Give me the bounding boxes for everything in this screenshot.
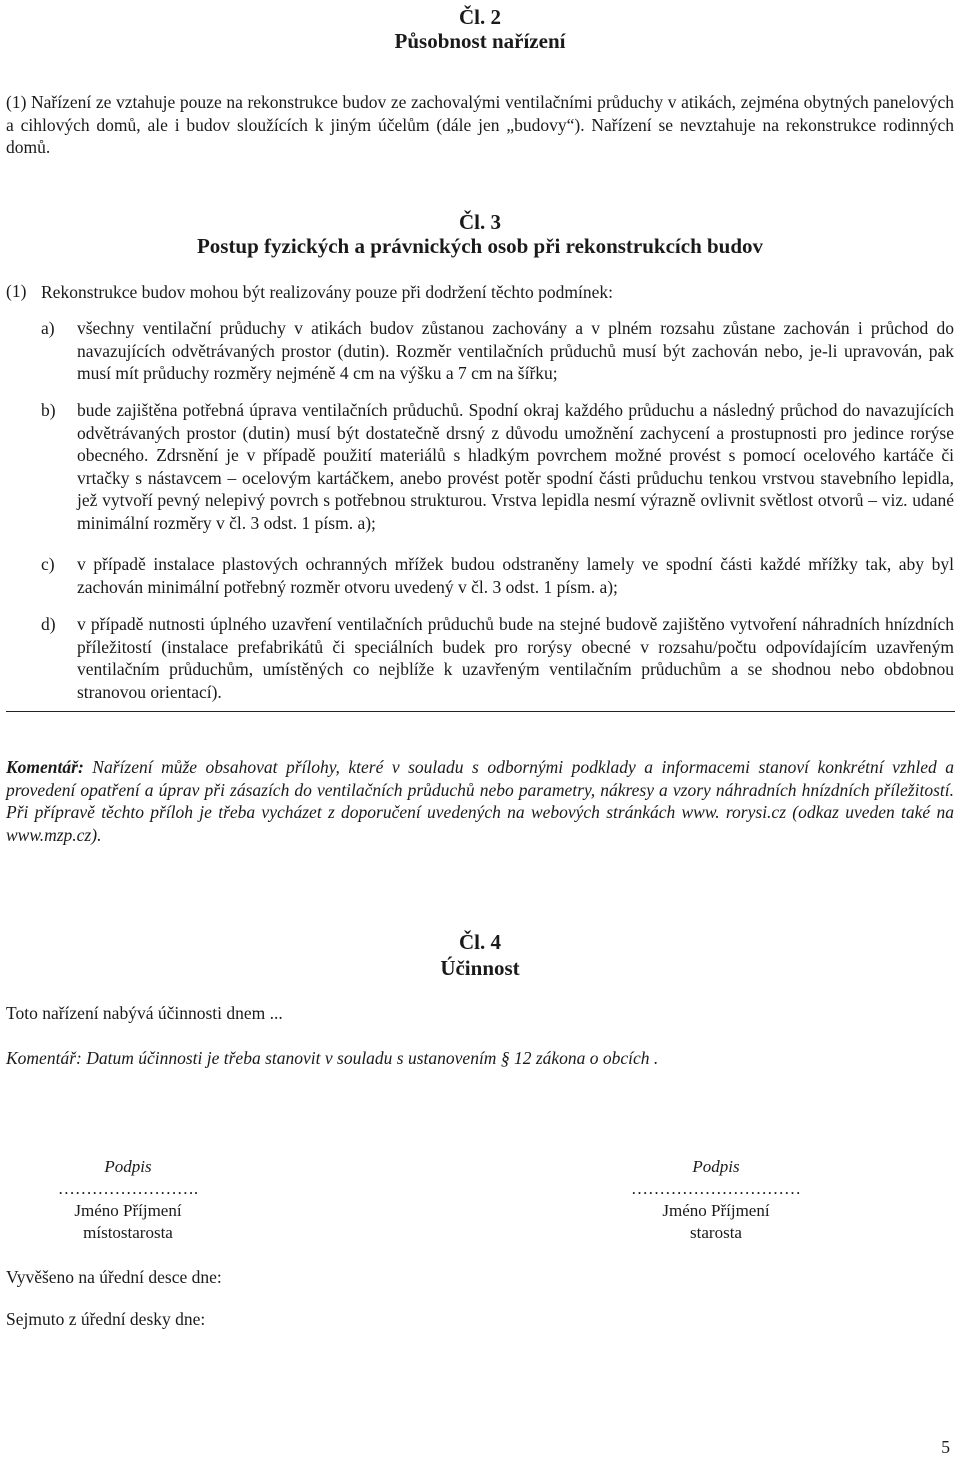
posted-date-label: Vyvěšeno na úřední desce dne:: [6, 1267, 222, 1287]
article-3-number: Čl. 3: [459, 210, 501, 234]
article-3-paragraph-1-label: (1): [6, 281, 27, 301]
list-item-a-text: všechny ventilační průduchy v atikách budov zůstanou zachovány a v plném rozsahu zůstane zachován i průchod do navazujících odvětrávaných prostor (dutin). Rozměr ventilačních průduchů musí být zachován nebo, je-li upravován, pak musí mít průduchy rozměry nejméně 4 cm na výšku a 7 cm na šířku;: [77, 318, 954, 383]
list-item-b-label: b): [41, 400, 56, 420]
signature-dots: …………………….: [57, 1179, 199, 1198]
list-item-a-label: a): [41, 318, 55, 338]
signature-name: Jméno Příjmení: [74, 1201, 182, 1220]
comment-block: [6, 756, 954, 846]
signature-block-deputy-mayor: [28, 1156, 228, 1244]
signature-dots: …………………………: [631, 1179, 801, 1198]
article-3-title: Postup fyzických a právnických osob při rekonstrukcích budov: [196, 234, 764, 258]
list-item-c-text: v případě instalace plastových ochranných mřížek budou odstraněny lamely ve spodní části každé mřížky tak, aby byl zachován minimální potřebný rozměr otvoru uvedený v čl. 3 odst. 1 písm. a);: [77, 554, 954, 597]
signature-role: místostarosta: [83, 1223, 173, 1242]
signature-role: starosta: [690, 1223, 742, 1242]
divider-line: [6, 711, 955, 712]
removed-date-label: Sejmuto z úřední desky dne:: [6, 1309, 206, 1329]
list-item-d-text: v případě nutnosti úplného uzavření ventilačních průduchů bude na stejné budově zajištěno vytvoření náhradních hnízdních příležitostí (instalace prefabrikátů či speciálních budek pro rorýsy obecné v rozsahu/počtu odpovídajícím uzavřeným ventilačním průduchům, umístěných co nejblíže k uzavřeným ventilačním průduchům a se shodnou nebo obdobnou stranovou orientací).: [77, 614, 954, 702]
effectiveness-text: Toto nařízení nabývá účinnosti dnem ...: [6, 1003, 283, 1023]
comment-text: Nařízení může obsahovat přílohy, které v souladu s odbornými podklady a informacemi stanoví konkrétní vzhled a provedení opatření a úprav při zásazích do ventilačních průduchů nebo parametry, nákresy a vzory náhradních hnízdních příležitostí. Při přípravě těchto příloh je třeba vycházet z doporučení uvedených na webových stránkách www. rorysi.cz (odkaz uveden také na www.mzp.cz).: [6, 757, 955, 845]
list-item-c-label: c): [41, 554, 55, 574]
list-item-d-label: d): [41, 614, 56, 634]
article-3-paragraph-1: Rekonstrukce budov mohou být realizovány pouze při dodržení těchto podmínek:: [41, 282, 614, 302]
page-number: 5: [941, 1437, 950, 1457]
signature-block-mayor: [596, 1156, 836, 1244]
list-item-b-text: bude zajištěna potřebná úprava ventilačních průduchů. Spodní okraj každého průduchu a následný průchod do navazujících odvětrávaných prostor (dutin) musí být dostatečně drsný z důvodu umožnění zachycení a prostupnosti pro jedince rorýse obecného. Zdrsnění je v případě použití materiálů s hladkým povrchem možné provést s pomocí ocelového kartáče či vrtačky s nástavcem – ocelovým kartáčkem, anebo provést potěr spodní části průduchu tenkou vrstvou stavebního lepidla, jež vytvoří pevný nelepivý povrch s potřebnou strukturou. Vrstva lepidla nesmí výrazně ovlivnit světlost otvorů – viz. udané minimální rozměry v čl. 3 odst. 1 písm. a);: [77, 400, 954, 533]
comment-label: Komentář:: [6, 757, 84, 777]
signature-name: Jméno Příjmení: [662, 1201, 770, 1220]
article-2-number: Čl. 2: [459, 5, 501, 29]
article-4-number: Čl. 4: [459, 930, 501, 954]
comment-2: Komentář: Datum účinnosti je třeba stanovit v souladu s ustanovením § 12 zákona o obcích .: [6, 1048, 659, 1068]
article-2-title: Působnost nařízení: [394, 29, 566, 53]
signature-caption: Podpis: [104, 1157, 152, 1176]
signature-caption: Podpis: [692, 1157, 740, 1176]
article-2-paragraph-1: (1) Nařízení ze vztahuje pouze na rekonstrukce budov ze zachovalými ventilačními průduchy v atikách, zejména obytných panelových a cihlových domů, ale i budov sloužících k jiným účelům (dále jen „budovy“). Nařízení se nevztahuje na rekonstrukce rodinných domů.: [6, 92, 954, 157]
article-4-title: Účinnost: [440, 956, 520, 980]
